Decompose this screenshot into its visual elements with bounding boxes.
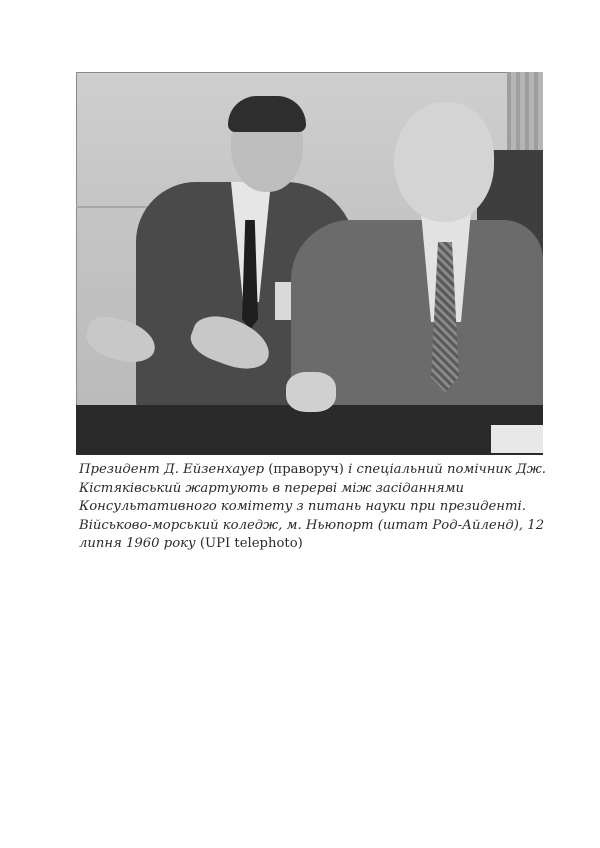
curtain [507, 72, 543, 152]
table [76, 405, 543, 455]
left-man-hair [228, 96, 306, 132]
photograph [76, 72, 543, 455]
table-card [491, 425, 543, 453]
right-man-hand [286, 372, 336, 412]
caption-text-3: і спеціальний помічник Дж. Кістяківський жартують в перерві між засіданнями Консультативного комітету з питань науки при президенті. Військово-морський коледж, м. Ньюпорт (штат Род-Айленд), 12 липня 1960 року [79, 462, 546, 552]
caption-credit: (UPI telephoto) [199, 536, 303, 552]
caption-text-1: Президент Д. Ейзенхауер [79, 462, 269, 477]
right-man-head [394, 102, 494, 222]
photo-caption [79, 461, 549, 554]
caption-text-2: (праворуч) [268, 462, 344, 477]
